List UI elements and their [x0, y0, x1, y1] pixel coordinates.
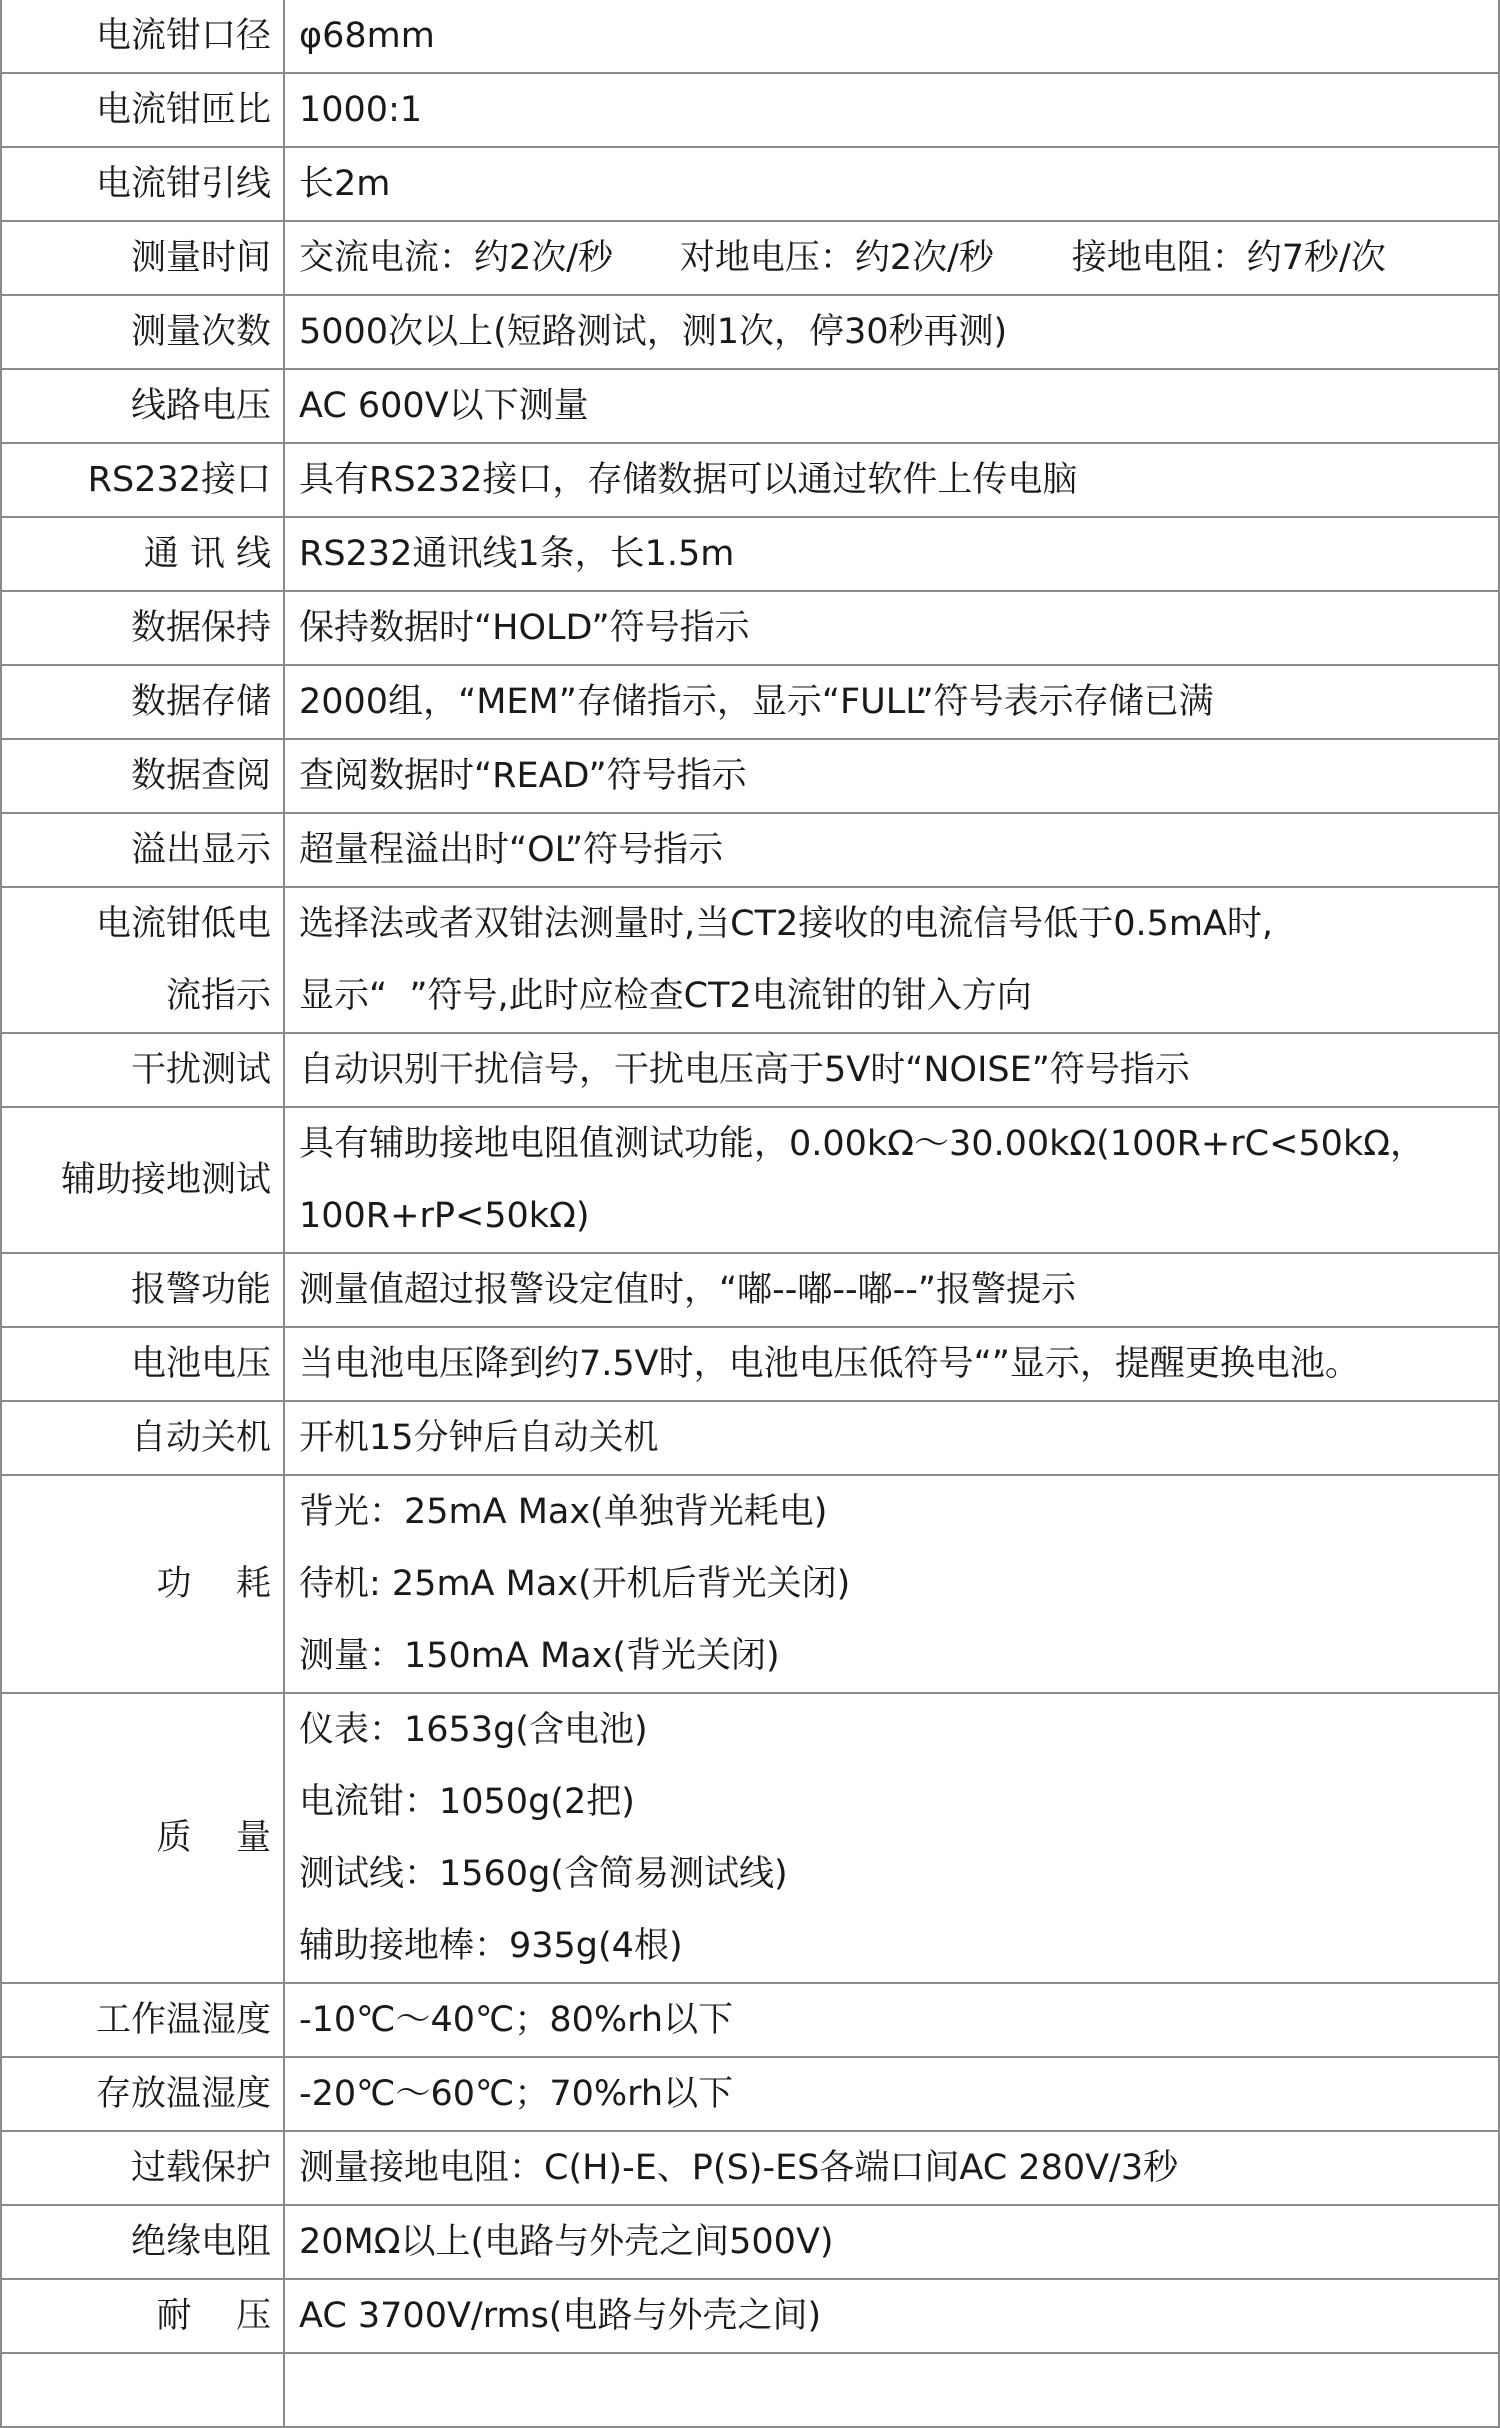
spec-row — [1, 517, 1499, 591]
spec-value: 长2m — [299, 164, 391, 204]
spec-label: 干扰测试 — [130, 1050, 271, 1090]
spec-label-cell — [1, 1401, 284, 1475]
spec-value: RS232通讯线1条，长1.5m — [299, 534, 735, 574]
spec-value: 测量值超过报警设定值时，“嘟--嘟--嘟--”报警提示 — [299, 1270, 1077, 1310]
spec-row — [1, 1693, 1499, 1983]
spec-label: 电流钳低电 — [95, 904, 271, 944]
spec-label: 自动关机 — [130, 1418, 271, 1458]
spec-label: 电流钳口径 — [95, 16, 271, 56]
spec-value: 仪表：1653g(含电池) — [299, 1710, 648, 1750]
spec-row — [1, 73, 1499, 147]
spec-value-cell — [284, 665, 1499, 739]
spec-value-cell — [284, 443, 1499, 517]
spec-label-cell — [1, 517, 284, 591]
spec-value-cell — [284, 1401, 1499, 1475]
spec-value: 辅助接地棒：935g(4根) — [299, 1926, 683, 1966]
spec-label: 过载保护 — [130, 2148, 271, 2188]
spec-row — [1, 369, 1499, 443]
spec-label-cell — [1, 443, 284, 517]
spec-label-cell — [1, 1033, 284, 1107]
spec-value: 保持数据时“HOLD”符号指示 — [299, 608, 750, 648]
spec-value-cell — [284, 739, 1499, 813]
spec-row — [1, 0, 1499, 73]
spec-value-cell — [284, 1327, 1499, 1401]
spec-value-cell — [284, 1253, 1499, 1327]
spec-value: 超量程溢出时“OL”符号指示 — [299, 830, 724, 870]
spec-value-cell — [284, 295, 1499, 369]
spec-value: 2000组，“MEM”存储指示，显示“FULL”符号表示存储已满 — [299, 682, 1214, 722]
spec-value-cell — [284, 591, 1499, 665]
spec-value-cell — [284, 1693, 1499, 1983]
spec-value-cell — [284, 1107, 1499, 1253]
spec-label-cell — [1, 2205, 284, 2279]
spec-value: 具有辅助接地电阻值测试功能，0.00kΩ～30.00kΩ(100R+rC<50kΩ， — [299, 1124, 1425, 1164]
spec-value-cell — [284, 517, 1499, 591]
spec-row — [1, 887, 1499, 1033]
spec-value-cell — [284, 221, 1499, 295]
spec-row — [1, 1033, 1499, 1107]
spec-label: 辅助接地测试 — [60, 1160, 271, 1200]
spec-value: 测量：150mA Max(背光关闭) — [299, 1636, 780, 1676]
spec-value-cell — [284, 1475, 1499, 1693]
spec-row — [1, 2131, 1499, 2205]
spec-label-cell — [1, 1475, 284, 1693]
spec-label: 溢出显示 — [130, 830, 271, 870]
spec-label-cell — [1, 2279, 284, 2353]
spec-value: 待机: 25mA Max(开机后背光关闭) — [299, 1564, 851, 1604]
spec-label-cell — [1, 369, 284, 443]
spec-value: AC 3700V/rms(电路与外壳之间) — [299, 2296, 822, 2336]
spec-label: RS232接口 — [87, 460, 271, 500]
spec-value-cell — [284, 2205, 1499, 2279]
spec-label-cell — [1, 887, 284, 1033]
spec-row — [1, 591, 1499, 665]
spec-value: 开机15分钟后自动关机 — [299, 1418, 659, 1458]
spec-label: 电池电压 — [130, 1344, 271, 1384]
spec-value-cell — [284, 0, 1499, 73]
spec-label: 报警功能 — [130, 1270, 271, 1310]
spec-value-cell — [284, 887, 1499, 1033]
spec-label: 数据保持 — [130, 608, 271, 648]
spec-value-cell — [284, 147, 1499, 221]
spec-label-cell — [1, 221, 284, 295]
spec-label: 流指示 — [165, 976, 271, 1016]
spec-label-cell — [1, 1107, 284, 1253]
spec-value-cell — [284, 2279, 1499, 2353]
spec-value-cell — [284, 813, 1499, 887]
spec-value: 测量接地电阻：C(H)-E、P(S)-ES各端口间AC 280V/3秒 — [299, 2148, 1179, 2188]
spec-row — [1, 665, 1499, 739]
spec-label: 通 讯 线 — [143, 534, 271, 574]
spec-value-cell — [284, 1983, 1499, 2057]
spec-label: 存放温湿度 — [95, 2074, 271, 2114]
spec-label: 数据存储 — [130, 682, 271, 722]
spec-row — [1, 1401, 1499, 1475]
spec-value-cell — [284, 369, 1499, 443]
spec-label-cell — [1, 73, 284, 147]
spec-value: 自动识别干扰信号，干扰电压高于5V时“NOISE”符号指示 — [299, 1050, 1190, 1090]
spec-row — [1, 1327, 1499, 1401]
spec-label: 电流钳匝比 — [95, 90, 271, 130]
spec-row — [1, 813, 1499, 887]
spec-label-cell — [1, 295, 284, 369]
spec-row — [1, 147, 1499, 221]
spec-label-cell — [1, 813, 284, 887]
spec-row — [1, 1983, 1499, 2057]
spec-value — [299, 2354, 1498, 2426]
spec-label: 线路电压 — [130, 386, 271, 426]
spec-table-body — [1, 0, 1499, 2427]
spec-value: 显示“ ”符号,此时应检查CT2电流钳的钳入方向 — [299, 976, 1032, 1016]
spec-row — [1, 2279, 1499, 2353]
spec-value: 具有RS232接口，存储数据可以通过软件上传电脑 — [299, 460, 1078, 500]
spec-label: 测量次数 — [130, 312, 271, 352]
spec-value: 5000次以上(短路测试，测1次，停30秒再测) — [299, 312, 1008, 352]
spec-row — [1, 221, 1499, 295]
spec-row — [1, 2205, 1499, 2279]
spec-row — [1, 1475, 1499, 1693]
spec-row — [1, 739, 1499, 813]
spec-label-cell — [1, 739, 284, 813]
spec-label-cell — [1, 1253, 284, 1327]
spec-row — [1, 1107, 1499, 1253]
spec-label: 质 量 — [156, 1818, 271, 1858]
spec-value: 背光：25mA Max(单独背光耗电) — [299, 1492, 828, 1532]
spec-row — [1, 1253, 1499, 1327]
spec-value-cell — [284, 2353, 1499, 2427]
spec-label-cell — [1, 2131, 284, 2205]
spec-value: 20MΩ以上(电路与外壳之间500V) — [299, 2222, 834, 2262]
spec-value-cell — [284, 2057, 1499, 2131]
spec-value: -10℃～40℃；80%rh以下 — [299, 2000, 734, 2040]
spec-label-cell — [1, 1693, 284, 1983]
spec-label: 工作温湿度 — [95, 2000, 271, 2040]
spec-row — [1, 443, 1499, 517]
spec-label-cell — [1, 147, 284, 221]
spec-value: AC 600V以下测量 — [299, 386, 589, 426]
spec-label-cell — [1, 2353, 284, 2427]
spec-value: φ68mm — [299, 16, 435, 56]
spec-value: -20℃～60℃；70%rh以下 — [299, 2074, 734, 2114]
spec-label-cell — [1, 665, 284, 739]
spec-label: 数据查阅 — [130, 756, 271, 796]
spec-row — [1, 2057, 1499, 2131]
spec-label: 测量时间 — [130, 238, 271, 278]
spec-row — [1, 2353, 1499, 2427]
spec-label-cell — [1, 2057, 284, 2131]
spec-value: 当电池电压降到约7.5V时，电池电压低符号“”显示，提醒更换电池。 — [299, 1344, 1360, 1384]
spec-value: 查阅数据时“READ”符号指示 — [299, 756, 747, 796]
spec-label — [2, 2354, 271, 2426]
spec-label: 绝缘电阻 — [130, 2222, 271, 2262]
spec-label-cell — [1, 0, 284, 73]
spec-value: 电流钳：1050g(2把) — [299, 1782, 635, 1822]
spec-row — [1, 295, 1499, 369]
spec-value: 测试线：1560g(含简易测试线) — [299, 1854, 788, 1894]
spec-value-cell — [284, 73, 1499, 147]
spec-value: 选择法或者双钳法测量时,当CT2接收的电流信号低于0.5mA时, — [299, 904, 1274, 944]
spec-value: 交流电流：约2次/秒 对地电压：约2次/秒 接地电阻：约7秒/次 — [299, 238, 1386, 278]
spec-value-cell — [284, 1033, 1499, 1107]
spec-value-cell — [284, 2131, 1499, 2205]
spec-label: 耐 压 — [156, 2296, 271, 2336]
spec-label-cell — [1, 591, 284, 665]
spec-label-cell — [1, 1327, 284, 1401]
spec-value: 1000:1 — [299, 90, 423, 130]
spec-label: 电流钳引线 — [95, 164, 271, 204]
spec-label-cell — [1, 1983, 284, 2057]
spec-value: 100R+rP<50kΩ) — [299, 1196, 590, 1236]
spec-label: 功 耗 — [156, 1564, 271, 1604]
